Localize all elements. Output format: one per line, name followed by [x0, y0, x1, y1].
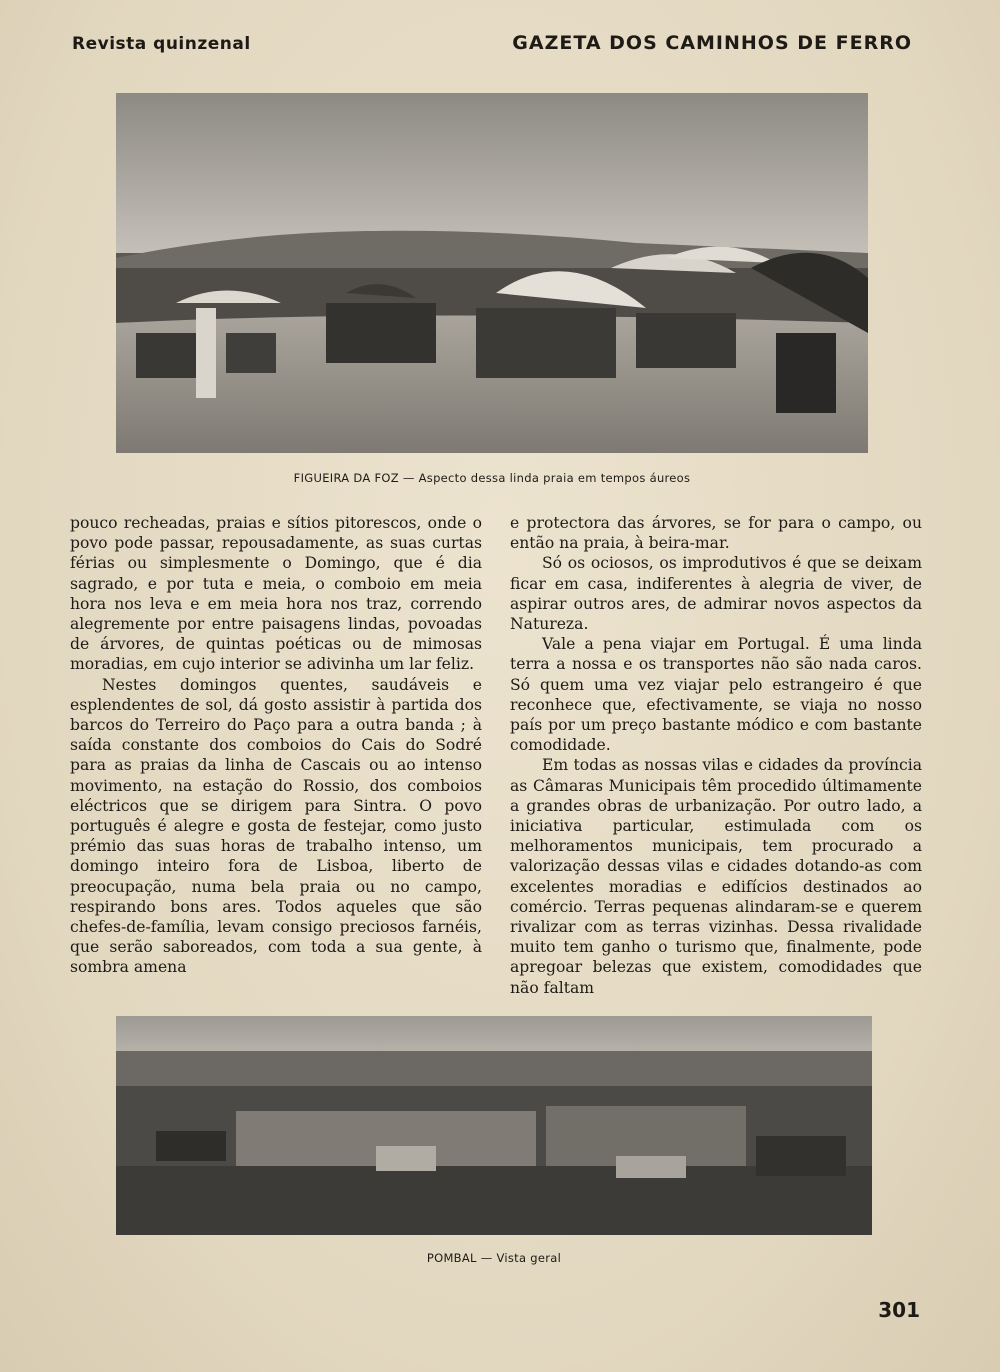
- paragraph: e protectora das árvores, se for para o campo, ou então na praia, à beira-mar.: [510, 514, 922, 553]
- left-column: [70, 513, 482, 978]
- paragraph: Só os ociosos, os improdutivos é que se deixam ficar em casa, indiferentes à alegria de viver, de aspirar outros ares, de admirar novos aspectos da Natureza.: [510, 554, 922, 634]
- header-right: GAZETA DOS CAMINHOS DE FERRO: [512, 32, 912, 54]
- figure1-caption: FIGUEIRA DA FOZ — Aspecto dessa linda praia em tempos áureos: [293, 471, 691, 485]
- paragraph: pouco recheadas, praias e sítios pitorescos, onde o povo pode passar, repousadamente, as suas curtas férias ou simplesmente o Domingo, que é dia sagrado, e por tuta e meia, o comboio em meia hora nos leva e em meia hora nos traz, correndo alegremente por entre paisagens lindas, povoadas de árvores, de quintas poéticas ou de mimosas moradias, em cujo interior se adivinha um lar feliz.: [70, 514, 482, 674]
- figure2-caption: POMBAL — Vista geral: [426, 1251, 562, 1265]
- paragraph: Vale a pena viajar em Portugal. É uma linda terra a nossa e os transportes não são nada caros. Só quem uma vez viajar pelo estrangeiro é que reconhece que, efectivamente, se viaja no nosso país por um preço bastante módico e com bastante comodidade.: [510, 635, 922, 755]
- right-column: [510, 513, 922, 998]
- figueira-da-foz-photo: [116, 93, 868, 453]
- page-number: 301: [878, 1298, 920, 1322]
- header-left: Revista quinzenal: [72, 34, 251, 54]
- paragraph: Nestes domingos quentes, saudáveis e esplendentes de sol, dá gosto assistir à partida dos barcos do Terreiro do Paço para a outra banda ; à saída constante dos comboios do Cais do Sodré para as praias da linha de Cascais ou ao intenso movimento, na estação do Rossio, dos comboios eléctricos que se dirigem para Sintra. O povo português é alegre e gosta de festejar, como justo prémio das suas horas de trabalho intenso, um domingo inteiro fora de Lisboa, liberto de preocupação, numa bela praia ou no campo, respirando bons ares. Todos aqueles que são chefes-de-família, levam consigo preciosos farnéis, que serão saboreados, com toda a sua gente, à sombra amena: [70, 675, 482, 977]
- paragraph: Em todas as nossas vilas e cidades da província as Câmaras Municipais têm procedido últimamente a grandes obras de urbanização. Por outro lado, a iniciativa particular, estimulada com os melhoramentos municipais, tem procurado a valorização dessas vilas e cidades dotando-as com excelentes moradias e edifícios destinados ao comércio. Terras pequenas alindaram-se e querem rivalizar com as terras vizinhas. Dessa rivalidade muito tem ganho o turismo que, finalmente, pode apregoar belezas que existem, comodidades que não faltam: [510, 756, 922, 997]
- pombal-photo: [116, 1016, 872, 1235]
